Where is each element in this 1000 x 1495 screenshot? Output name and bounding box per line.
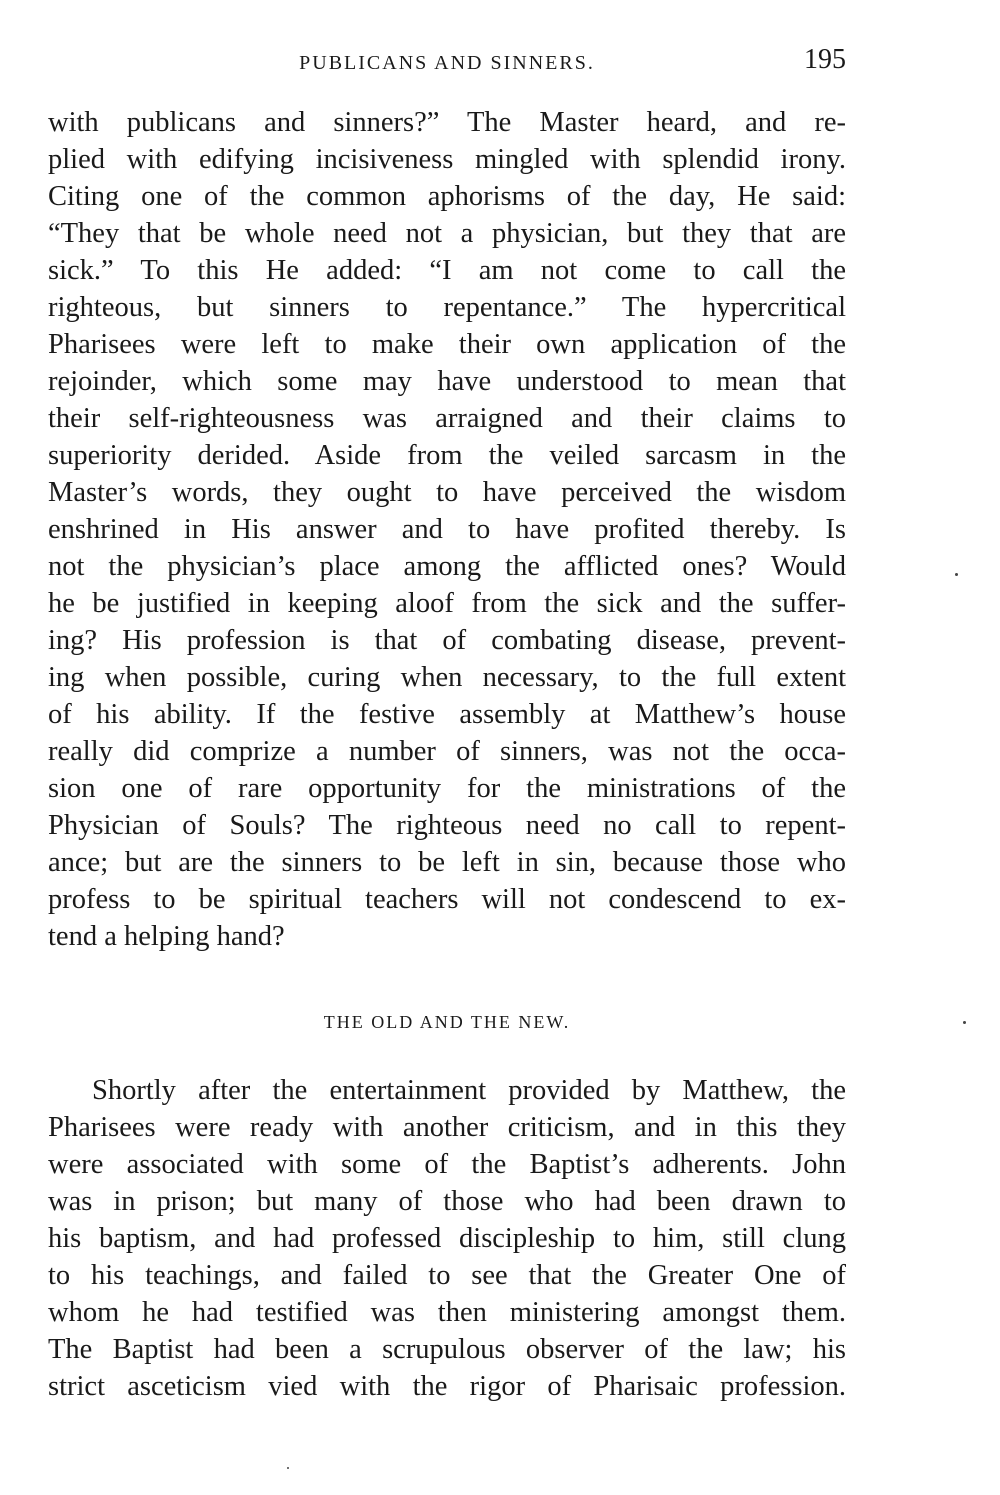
text-line: Pharisees were left to make their own application of the [48, 329, 846, 360]
text-line: were associated with some of the Baptist’s adherents. John [48, 1149, 846, 1180]
text-line: really did comprize a number of sinners, was not the occa- [48, 736, 846, 767]
paragraph-1 [48, 104, 846, 955]
text-line: sion one of rare opportunity for the ministrations of the [48, 773, 846, 804]
print-speck [963, 1021, 966, 1024]
page-number: 195 [804, 44, 846, 75]
print-speck [287, 1467, 289, 1469]
print-speck [955, 573, 958, 576]
text-line: he be justified in keeping aloof from the sick and the suffer- [48, 588, 846, 619]
text-line: whom he had testified was then ministering amongst them. [48, 1297, 846, 1328]
text-line: Shortly after the entertainment provided by Matthew, the [92, 1075, 846, 1106]
text-line: “They that be whole need not a physician, but they that are [48, 218, 846, 249]
text-line: to his teachings, and failed to see that the Greater One of [48, 1260, 846, 1291]
text-line: his baptism, and had professed discipleship to him, still clung [48, 1223, 846, 1254]
running-title: PUBLICANS AND SINNERS. [299, 52, 595, 74]
running-head [48, 44, 846, 84]
text-line: with publicans and sinners?” The Master heard, and re- [48, 107, 846, 138]
text-line: ance; but are the sinners to be left in sin, because those who [48, 847, 846, 878]
text-line: of his ability. If the festive assembly at Matthew’s house [48, 699, 846, 730]
text-line: Physician of Souls? The righteous need no call to repent- [48, 810, 846, 841]
text-line: rejoinder, which some may have understood to mean that [48, 366, 846, 397]
text-line: sick.” To this He added: “I am not come to call the [48, 255, 846, 286]
text-line: not the physician’s place among the afflicted ones? Would [48, 551, 846, 582]
section-heading: THE OLD AND THE NEW. [323, 1012, 571, 1032]
text-line: ing when possible, curing when necessary, to the full extent [48, 662, 846, 693]
text-line: Master’s words, they ought to have perceived the wisdom [48, 477, 846, 508]
text-line: Pharisees were ready with another criticism, and in this they [48, 1112, 846, 1143]
text-line: enshrined in His answer and to have profited thereby. Is [48, 514, 846, 545]
text-line: The Baptist had been a scrupulous observer of the law; his [48, 1334, 846, 1365]
text-line: righteous, but sinners to repentance.” The hypercritical [48, 292, 846, 323]
text-line: ing? His profession is that of combating disease, prevent- [48, 625, 846, 656]
text-line: profess to be spiritual teachers will not condescend to ex- [48, 884, 846, 915]
paragraph-2 [48, 1072, 846, 1405]
text-line: was in prison; but many of those who had been drawn to [48, 1186, 846, 1217]
text-line: their self-righteousness was arraigned and their claims to [48, 403, 846, 434]
text-line: strict asceticism vied with the rigor of Pharisaic profession. [48, 1371, 846, 1402]
text-line: superiority derided. Aside from the veiled sarcasm in the [48, 440, 846, 471]
text-line: Citing one of the common aphorisms of the day, He said: [48, 181, 846, 212]
text-line: plied with edifying incisiveness mingled with splendid irony. [48, 144, 846, 175]
text-line: tend a helping hand? [48, 921, 285, 952]
